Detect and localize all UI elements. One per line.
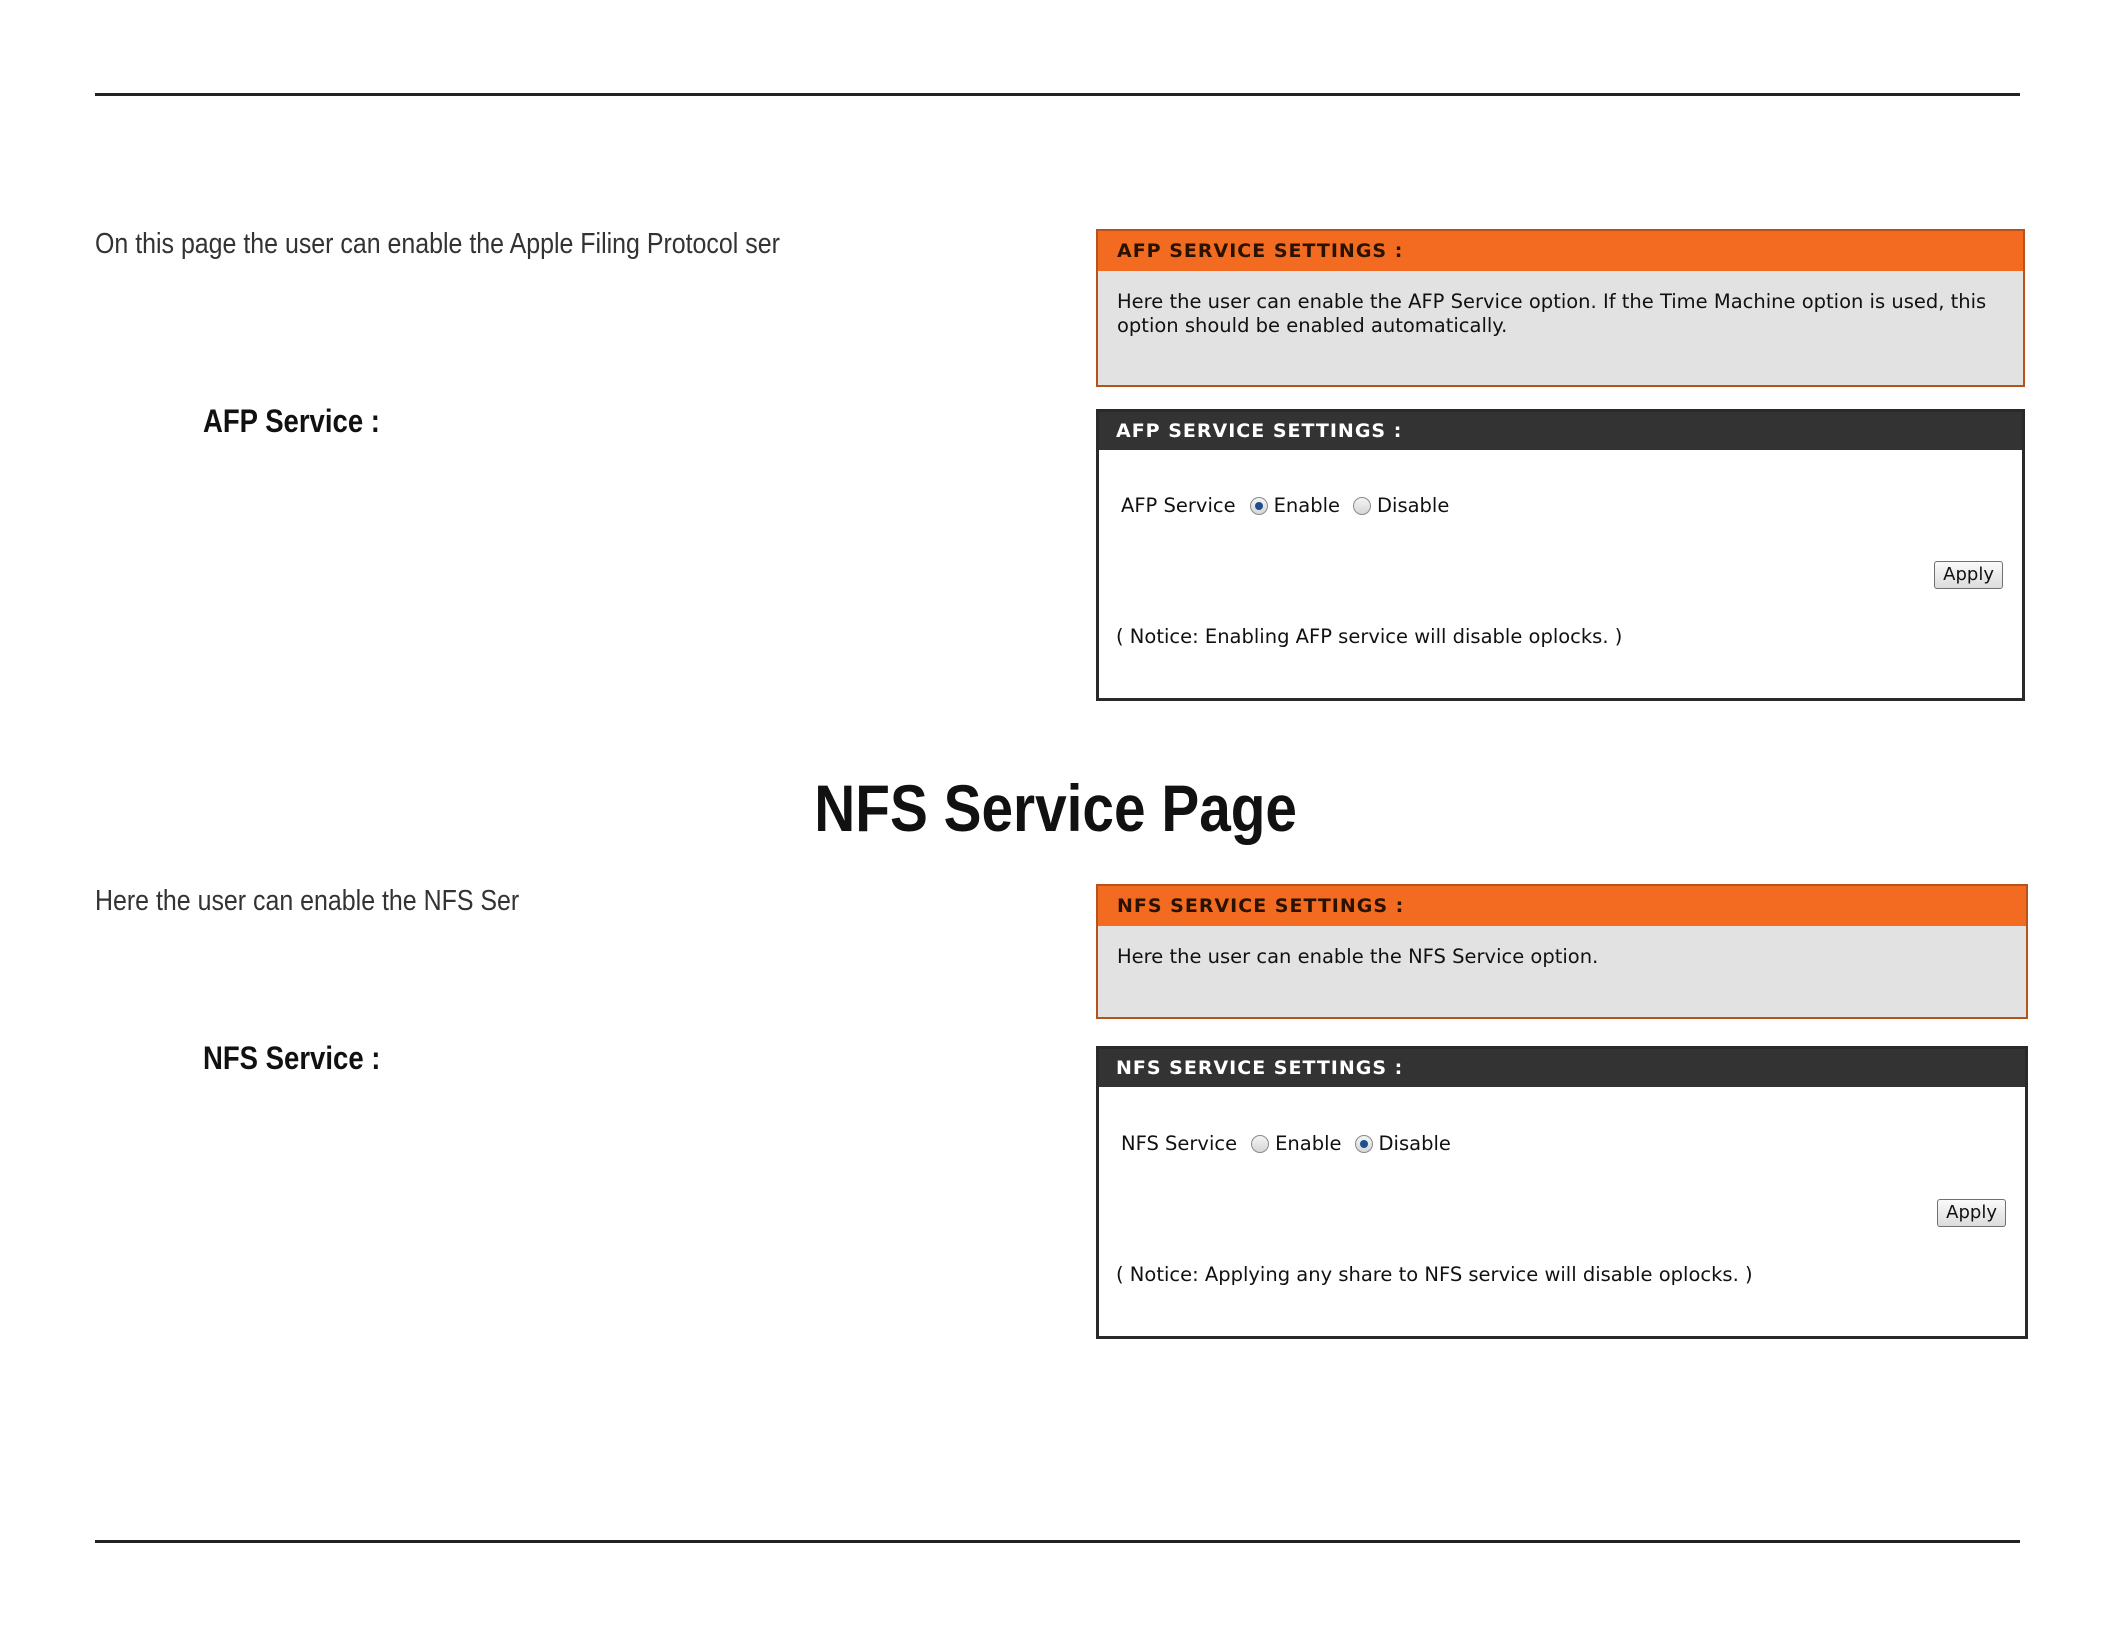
afp-info-header: AFP SERVICE SETTINGS : (1098, 231, 2023, 271)
nfs-info-header: NFS SERVICE SETTINGS : (1098, 886, 2026, 926)
afp-info-line-1: Here the user can enable the AFP Service option. If the Time Machine option is used, this (1117, 290, 1987, 313)
nfs-info-panel (1096, 884, 2028, 1019)
nfs-disable-radio[interactable] (1355, 1135, 1373, 1153)
page-title (0, 770, 2112, 846)
afp-intro-text: On this page the user can enable the Apple Filing Protocol ser (95, 228, 780, 260)
nfs-info-line: Here the user can enable the NFS Service option. (1117, 945, 1599, 968)
afp-service-row (1121, 494, 1462, 517)
afp-info-text (1098, 271, 2023, 338)
nfs-service-field-label: NFS Service (1121, 1132, 1238, 1155)
afp-disable-radio[interactable] (1353, 497, 1371, 515)
afp-info-line-2: option should be enabled automatically. (1117, 314, 1508, 337)
afp-notice: ( Notice: Enabling AFP service will disable oplocks. ) (1116, 625, 1623, 648)
nfs-enable-label[interactable]: Enable (1275, 1132, 1342, 1155)
afp-form-header: AFP SERVICE SETTINGS : (1099, 412, 2022, 450)
nfs-enable-radio[interactable] (1251, 1135, 1269, 1153)
nfs-service-row (1121, 1132, 1464, 1155)
nfs-notice: ( Notice: Applying any share to NFS service will disable oplocks. ) (1116, 1263, 1753, 1286)
nfs-apply-button[interactable]: Apply (1937, 1199, 2006, 1227)
afp-disable-label[interactable]: Disable (1377, 494, 1450, 517)
nfs-form-header: NFS SERVICE SETTINGS : (1099, 1049, 2025, 1087)
bottom-rule (95, 1540, 2020, 1543)
nfs-service-label: NFS Service : (203, 1040, 381, 1076)
nfs-intro-text: Here the user can enable the NFS Ser (95, 885, 520, 917)
afp-apply-button[interactable]: Apply (1934, 561, 2003, 589)
nfs-disable-label[interactable]: Disable (1378, 1132, 1451, 1155)
afp-enable-label[interactable]: Enable (1273, 494, 1341, 517)
afp-settings-form (1096, 409, 2025, 701)
afp-info-panel (1096, 229, 2025, 387)
nfs-settings-form (1096, 1046, 2028, 1339)
page-title-text: NFS Service Page (814, 771, 1298, 845)
afp-service-field-label: AFP Service (1121, 494, 1236, 517)
afp-enable-radio[interactable] (1250, 497, 1268, 515)
top-rule (95, 93, 2020, 96)
afp-service-label: AFP Service : (203, 403, 380, 439)
nfs-info-text (1098, 926, 2026, 969)
